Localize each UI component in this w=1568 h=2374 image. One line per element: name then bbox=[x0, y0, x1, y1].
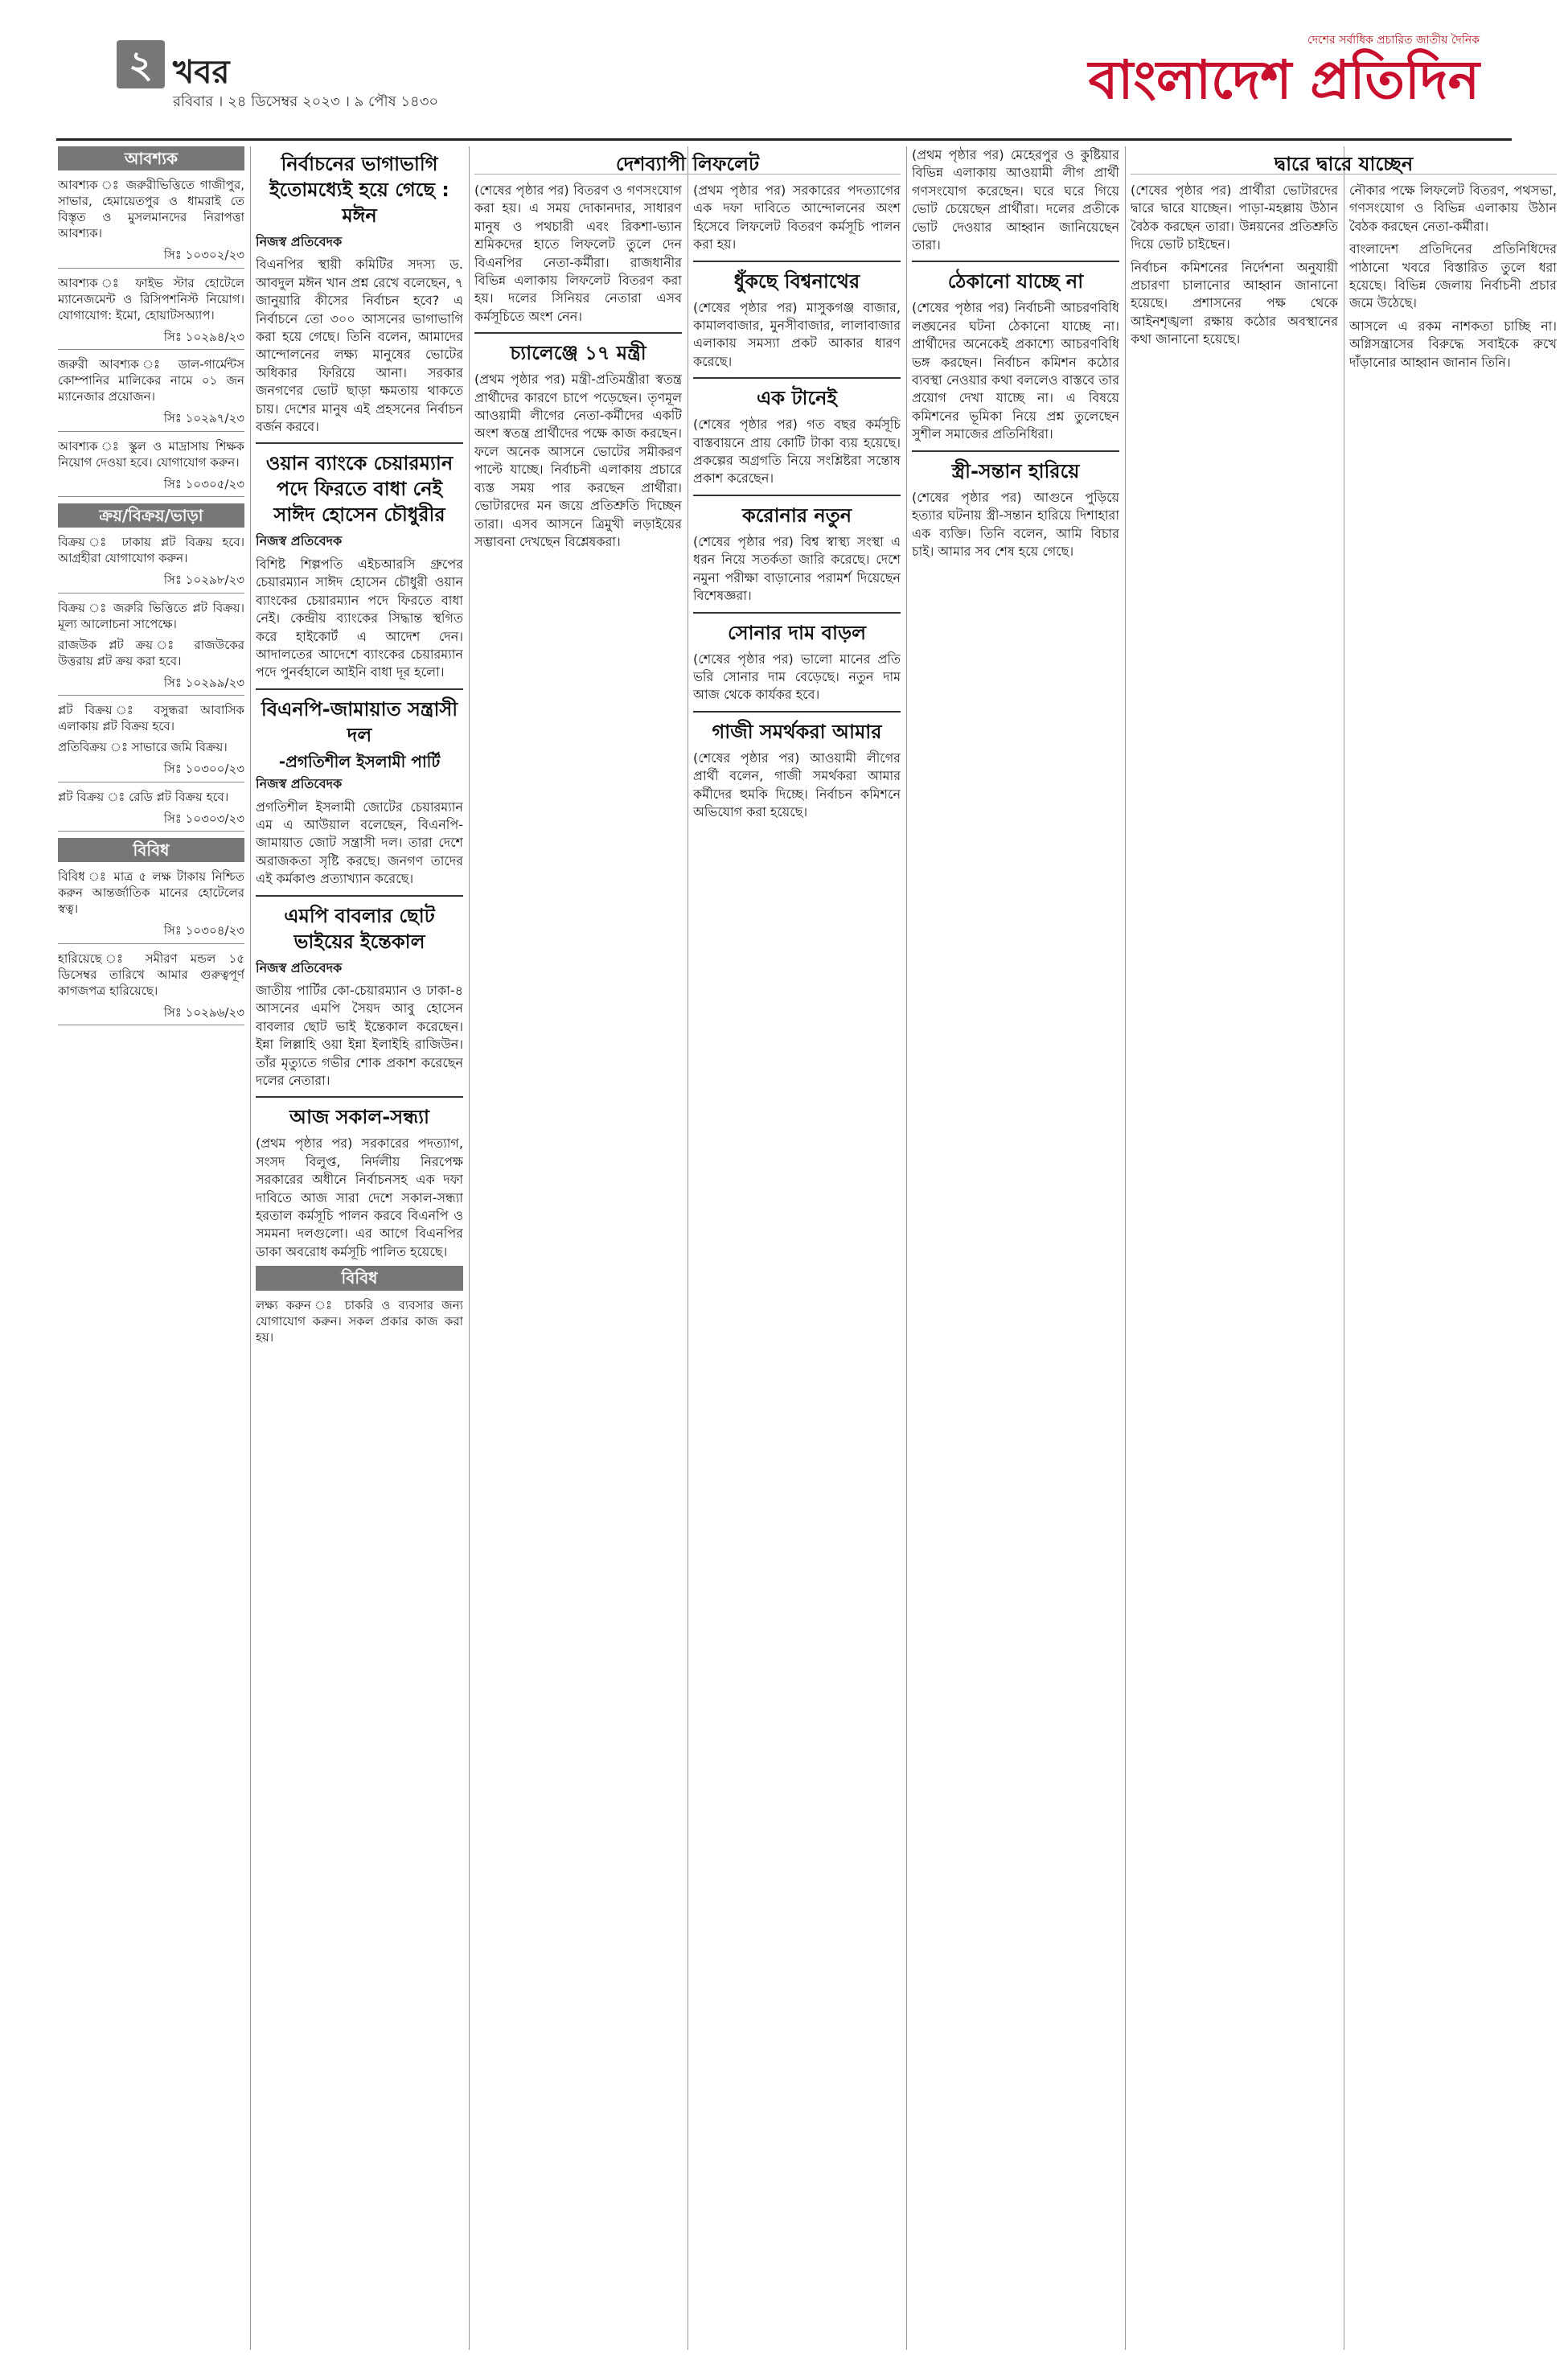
article-body: (প্রথম পৃষ্ঠার পর) মন্ত্রী-প্রতিমন্ত্রীরা স্বতন্ত্র প্রার্থীদের কারণে চাপে পড়েছেন। তৃণমূল আওয়ামী লীগের নেতা-কর্মীদের একটি অংশ স্বতন্ত্র প্রার্থীদের পক্ষে কাজ করছেন। ফলে অনেক আসনে ভোটের সমীকরণ পাল্টে যাচ্ছে। নির্বাচনী এলাকায় প্রচারে ব্যস্ত সময় পার করছেন প্রার্থীরা। ভোটারদের মন জয়ে প্রতিশ্রুতি দিচ্ছেন তারা। এসব আসনে ত্রিমুখী লড়াইয়ের সম্ভাবনা দেখছেন বিশ্লেষকরা। bbox=[474, 372, 682, 549]
classified-ad: লক্ষ্য করুন ঃ চাকরি ও ব্যবসার জন্য যোগাযোগ করুন। সকল প্রকার কাজ করা হয়। bbox=[256, 1297, 463, 1345]
article-separator bbox=[693, 711, 901, 713]
article-separator bbox=[912, 450, 1119, 452]
section-name: খবর bbox=[173, 54, 230, 91]
headline-17-ministers[interactable]: চ্যালেঞ্জে ১৭ মন্ত্রী bbox=[510, 342, 646, 365]
article-body: (শেষের পৃষ্ঠার পর) মাসুকগঞ্জ বাজার, কামালবাজার, মুনসীবাজার, লালাবাজার এলাকায় সমস্যা প্রকট আকার ধারণ করেছে। bbox=[693, 299, 901, 369]
headline-door-to-door-band[interactable]: দ্বারে দ্বারে যাচ্ছেন bbox=[1131, 150, 1557, 175]
news-column-1 bbox=[256, 146, 463, 2350]
article-body: (শেষের পৃষ্ঠার পর) আওয়ামী লীগের প্রার্থী বলেন, গাজী সমর্থকরা আমার কর্মীদের হুমকি দিচ্ছে। নির্বাচন কমিশনে অভিযোগ করা হয়েছে। bbox=[693, 750, 901, 819]
article-body: বিএনপির স্থায়ী কমিটির সদস্য ড. আবদুল মঈন খান প্রশ্ন রেখে বলেছেন, ৭ জানুয়ারি কীসের নির্বাচন হবে? এ নির্বাচনে তো ৩০০ আসনের ভাগাভাগি করা হয়ে গেছে। তিনি বলেন, আমাদের আন্দোলনের লক্ষ্য মানুষের ভোটের অধিকার ফিরিয়ে আনা। সরকার জনগণের ভোট ছাড়া ক্ষমতায় থাকতে চায়। দেশের মানুষ এই প্রহসনের নির্বাচন বর্জন করবে। bbox=[256, 257, 463, 435]
classifieds-column bbox=[58, 146, 244, 2350]
article-body: আসলে এ রকম নাশকতা চাচ্ছি না। অগ্নিসন্ত্রাসের বিরুদ্ধে সবাইকে রুখে দাঁড়ানোর আহ্বান জানান তিনি। bbox=[1349, 318, 1557, 370]
classified-code: সিঃ ১০২৯৯/২৩ bbox=[58, 674, 244, 696]
article-separator bbox=[693, 612, 901, 614]
classified-ad: বিক্রয় ঃ জরুরি ভিত্তিতে প্লট বিক্রয়। মূল্য আলোচনা সাপেক্ষে। bbox=[58, 600, 244, 631]
headline-leaflet-band[interactable]: দেশব্যাপী লিফলেট bbox=[474, 150, 901, 175]
article-body: জাতীয় পার্টির কো-চেয়ারম্যান ও ঢাকা-৪ আসনের এমপি সৈয়দ আবু হোসেন বাবলার ছোট ভাই ইন্তেকাল করেছেন। ইন্না লিল্লাহি ওয়া ইন্না ইলাইহি রাজিউন। তাঁর মৃত্যুতে গভীর শোক প্রকাশ করেছেন দলের নেতারা। bbox=[256, 982, 463, 1088]
classified-code: সিঃ ১০৩০০/২৩ bbox=[58, 760, 244, 782]
news-column-3 bbox=[693, 182, 901, 2350]
byline: নিজস্ব প্রতিবেদক bbox=[256, 533, 343, 549]
article-body: (শেষের পৃষ্ঠার পর) বিশ্ব স্বাস্থ্য সংস্থা এ ধরন নিয়ে সতর্কতা জারি করেছে। দেশে নমুনা পরীক্ষা বাড়ানোর পরামর্শ দিয়েছেন বিশেষজ্ঞরা। bbox=[693, 533, 901, 604]
headline-moin-khan[interactable]: নির্বাচনের ভাগাভাগি ইতোমধ্যেই হয়ে গেছে : মঈন bbox=[269, 153, 449, 227]
article-separator bbox=[474, 332, 682, 334]
masthead-title: বাংলাদেশ প্রতিদিন bbox=[1088, 49, 1480, 111]
masthead-tagline: দেশের সর্বাধিক প্রচারিত জাতীয় দৈনিক bbox=[1307, 34, 1480, 47]
article-body: (শেষের পৃষ্ঠার পর) বিতরণ ও গণসংযোগ করা হয়। এ সময় দোকানদার, সাধারণ মানুষ ও পথচারী এবং রিকশা-ভ্যান শ্রমিকদের হাতে লিফলেট তুলে দেন বিএনপির নেতা-কর্মীরা। রাজধানীর বিভিন্ন এলাকায় লিফলেট বিতরণ করা হয়। দলের সিনিয়র নেতারা এসব কর্মসূচিতে অংশ নেন। bbox=[474, 183, 682, 324]
classified-ad: জরুরী আবশ্যক ঃ ডাল-গার্মেন্টস কোম্পানির মালিকের নামে ০১ জন ম্যানেজার প্রয়োজন। bbox=[58, 357, 244, 405]
article-separator bbox=[256, 688, 463, 690]
headline-corona[interactable]: করোনার নতুন bbox=[741, 503, 852, 527]
classified-code: সিঃ ১০৩০৪/২৩ bbox=[58, 922, 244, 943]
classified-section-title: বিবিধ bbox=[256, 1266, 463, 1290]
article-separator bbox=[912, 261, 1119, 262]
headline-gazi-supporters[interactable]: গাজী সমর্থকরা আমার bbox=[712, 720, 882, 743]
column-divider bbox=[1125, 146, 1126, 2350]
column-divider bbox=[906, 146, 907, 2350]
article-separator bbox=[693, 261, 901, 262]
article-body: বাংলাদেশ প্রতিদিনের প্রতিনিধিদের পাঠানো খবরে বিস্তারিত তুলে ধরা হয়েছে। বিভিন্ন জেলায় নির্বাচনী প্রচার জমে উঠেছে। bbox=[1349, 241, 1557, 311]
article-body: (প্রথম পৃষ্ঠার পর) সরকারের পদত্যাগ, সংসদ বিলুপ্ত, নির্দলীয় নিরপেক্ষ সরকারের অধীনে নির্বাচনসহ এক দফা দাবিতে আজ সারা দেশে সকাল-সন্ধ্যা হরতাল কর্মসূচি পালন করবে বিএনপি ও সমমনা দলগুলো। এর আগে বিএনপির ডাকা অবরোধ কর্মসূচি পালিত হয়েছে। bbox=[256, 1136, 463, 1259]
article-body: (শেষের পৃষ্ঠার পর) আগুনে পুড়িয়ে হত্যার ঘটনায় স্ত্রী-সন্তান হারিয়ে দিশাহারা এক ব্যক্তি। তিনি বলেন, আমি বিচার চাই। আমার সব শেষ হয়ে গেছে। bbox=[912, 489, 1119, 559]
article-body: (প্রথম পৃষ্ঠার পর) সরকারের পদত্যাগের এক দফা দাবিতে আন্দোলনের অংশ হিসেবে লিফলেট বিতরণ কর্মসূচি পালন করা হয়। bbox=[693, 183, 901, 253]
news-column-2 bbox=[474, 182, 682, 2350]
classified-code: সিঃ ১০৩০৩/২৩ bbox=[58, 810, 244, 832]
page-number: ২ bbox=[117, 40, 165, 88]
headline-bnp-jamaat[interactable]: বিএনপি-জামায়াত সন্ত্রাসী দল bbox=[261, 697, 458, 746]
column-divider bbox=[469, 146, 470, 2350]
news-column-6 bbox=[1349, 182, 1557, 2350]
headline-biswanath[interactable]: ধুঁকছে বিশ্বনাথের bbox=[733, 269, 860, 293]
article-body: নৌকার পক্ষে লিফলেট বিতরণ, পথসভা, গণসংযোগ ও বিভিন্ন এলাকায় উঠান বৈঠক করছেন নেতা-কর্মীরা। bbox=[1349, 183, 1557, 234]
headline-cannot-stop[interactable]: ঠেকানো যাচ্ছে না bbox=[947, 270, 1084, 294]
masthead[interactable] bbox=[1089, 31, 1480, 111]
column-divider bbox=[250, 146, 251, 2350]
classified-code: সিঃ ১০২৯৭/২৩ bbox=[58, 409, 244, 431]
classified-code: সিঃ ১০২৯৪/২৩ bbox=[58, 328, 244, 350]
dateline: রবিবার । ২৪ ডিসেম্বর ২০২৩ । ৯ পৌষ ১৪৩০ bbox=[173, 93, 439, 110]
article-separator bbox=[256, 895, 463, 897]
article-body: বিশিষ্ট শিল্পপতি এইচআরসি গ্রুপের চেয়ারম্যান সাঈদ হোসেন চৌধুরী ওয়ান ব্যাংকের চেয়ারম্যান পদে ফিরতে বাধা নেই। কেন্দ্রীয় ব্যাংকের সিদ্ধান্ত স্থগিত করে হাইকোর্ট এ আদেশ দেন। আদালতের আদেশে ব্যাংকের চেয়ারম্যান পদে পুনর্বহালে আইনি বাধা দূর হলো। bbox=[256, 556, 463, 680]
classified-ad: হারিয়েছে ঃ সমীরণ মন্ডল ১৫ ডিসেম্বর তারিখে আমার গুরুত্বপূর্ণ কাগজপত্র হারিয়েছে। bbox=[58, 951, 244, 998]
article-separator bbox=[693, 495, 901, 496]
article-body: প্রগতিশীল ইসলামী জোটের চেয়ারম্যান এম এ আউয়াল বলেছেন, বিএনপি-জামায়াত জোট সন্ত্রাসী দল। তারা দেশে অরাজকতা সৃষ্টি করছে। জনগণ তাদের এই কর্মকাণ্ড প্রত্যাখ্যান করেছে। bbox=[256, 799, 463, 887]
byline: নিজস্ব প্রতিবেদক bbox=[256, 776, 343, 792]
classified-ad: রাজউক প্লট ক্রয় ঃ রাজউকের উত্তরায় প্লট ক্রয় করা হবে। bbox=[58, 637, 244, 668]
article-separator bbox=[256, 442, 463, 444]
headline-wife-child-lost[interactable]: স্ত্রী-সন্তান হারিয়ে bbox=[951, 459, 1080, 483]
byline: নিজস্ব প্রতিবেদক bbox=[256, 234, 343, 249]
classified-code: সিঃ ১০২৯৬/২৩ bbox=[58, 1004, 244, 1025]
classified-ad: বিবিধ ঃ মাত্র ৫ লক্ষ টাকায় নিশ্চিত করুন আন্তর্জাতিক মানের হোটেলের স্বত্ব। bbox=[58, 869, 244, 917]
article-body: নির্বাচন কমিশনের নির্দেশনা অনুযায়ী প্রচারণা চালানোর আহ্বান জানানো হয়েছে। প্রশাসনের পক্ষ থেকে আইনশৃঙ্খলা রক্ষায় কঠোর অবস্থানের কথা জানানো হয়েছে। bbox=[1131, 259, 1338, 347]
article-body: (প্রথম পৃষ্ঠার পর) মেহেরপুর ও কুষ্টিয়ার বিভিন্ন এলাকায় আওয়ামী লীগ প্রার্থী গণসংযোগ করেছেন। ঘরে ঘরে গিয়ে ভোট চেয়েছেন প্রার্থীরা। দলের প্রতীকে ভোট দেওয়ার আহ্বান জানিয়েছেন তারা। bbox=[912, 147, 1119, 253]
headline-one-bank[interactable]: ওয়ান ব্যাংকে চেয়ারম্যান পদে ফিরতে বাধা নেই সাঈদ হোসেন চৌধুরীর bbox=[265, 452, 454, 527]
classified-section-title: বিবিধ bbox=[58, 838, 244, 862]
classified-section-title: আবশ্যক bbox=[58, 146, 244, 170]
article-body: (শেষের পৃষ্ঠার পর) গত বছর কর্মসূচি বাস্তবায়নে প্রায় কোটি টাকা ব্যয় হয়েছে। প্রকল্পের অগ্রগতি নিয়ে সংশ্লিষ্টরা সন্তোষ প্রকাশ করেছেন। bbox=[693, 417, 901, 487]
subheadline: -প্রগতিশীল ইসলামী পার্টি bbox=[278, 751, 441, 771]
news-column-4 bbox=[912, 146, 1119, 2350]
article-body: (শেষের পৃষ্ঠার পর) ভালো মানের প্রতি ভরি সোনার দাম বেড়েছে। নতুন দাম আজ থেকে কার্যকর হবে। bbox=[693, 651, 901, 703]
classified-ad: প্লট বিক্রয় ঃ রেডি প্লট বিক্রয় হবে। bbox=[58, 789, 229, 804]
headline-gold-price[interactable]: সোনার দাম বাড়ল bbox=[728, 621, 866, 644]
headline-hartal[interactable]: আজ সকাল-সন্ধ্যা bbox=[289, 1106, 430, 1129]
headline-ek-tanei[interactable]: এক টানেই bbox=[757, 387, 837, 410]
byline: নিজস্ব প্রতিবেদক bbox=[256, 959, 343, 975]
classified-code: সিঃ ১০২৯৮/২৩ bbox=[58, 571, 244, 593]
classified-ad: আবশ্যক ঃ ফাইভ স্টার হোটেলে ম্যানেজমেন্ট ও রিসিপশনিস্ট নিয়োগ। যোগাযোগ: ইমো, হোয়াটসঅ্যাপ। bbox=[58, 275, 244, 322]
classified-ad: আবশ্যক ঃ জরুরীভিত্তিতে গাজীপুর, সাভার, হেমায়েতপুর ও ধামরাই তে বিস্তৃত ও মুসলমানদের নিরাপত্তা আবশ্যক। bbox=[58, 178, 244, 241]
article-separator bbox=[256, 1096, 463, 1098]
header-rule bbox=[56, 138, 1512, 141]
classified-code: সিঃ ১০৩০৫/২৩ bbox=[58, 475, 244, 497]
article-body: (শেষের পৃষ্ঠার পর) নির্বাচনী আচরণবিধি লঙ্ঘনের ঘটনা ঠেকানো যাচ্ছে না। প্রার্থীদের অনেকেই প্রকাশ্যে আচরণবিধি ভঙ্গ করছেন। নির্বাচন কমিশন কঠোর ব্যবস্থা নেওয়ার কথা বললেও বাস্তবে তার প্রয়োগ দেখা যাচ্ছে না। এ বিষয়ে কমিশনের ভূমিকা নিয়ে প্রশ্ন তুলেছেন সুশীল সমাজের প্রতিনিধিরা। bbox=[912, 300, 1119, 442]
article-separator bbox=[693, 377, 901, 379]
classified-ad: প্লট বিক্রয় ঃ বসুন্ধরা আবাসিক এলাকায় প্লট বিক্রয় হবে। bbox=[58, 703, 244, 734]
classified-ad: প্রতিবিক্রয় ঃ সাভারে জমি বিক্রয়। bbox=[58, 740, 228, 755]
article-body: (শেষের পৃষ্ঠার পর) প্রার্থীরা ভোটারদের দ্বারে দ্বারে যাচ্ছেন। পাড়া-মহল্লায় উঠান বৈঠক করছেন তারা। উন্নয়নের প্রতিশ্রুতি দিয়ে ভোট চাইছেন। bbox=[1131, 183, 1338, 253]
classified-ad: আবশ্যক ঃ স্কুল ও মাদ্রাসায় শিক্ষক নিয়োগ দেওয়া হবে। যোগাযোগ করুন। bbox=[58, 438, 244, 470]
classified-ad: বিক্রয় ঃ ঢাকায় প্লট বিক্রয় হবে। আগ্রহীরা যোগাযোগ করুন। bbox=[58, 535, 244, 566]
classified-code: সিঃ ১০৩০২/২৩ bbox=[58, 246, 244, 268]
headline-mp-babla[interactable]: এমপি বাবলার ছোট ভাইয়ের ইন্তেকাল bbox=[284, 904, 435, 953]
classified-section-title: ক্রয়/বিক্রয়/ভাড়া bbox=[58, 503, 244, 528]
news-column-5 bbox=[1131, 182, 1338, 2350]
